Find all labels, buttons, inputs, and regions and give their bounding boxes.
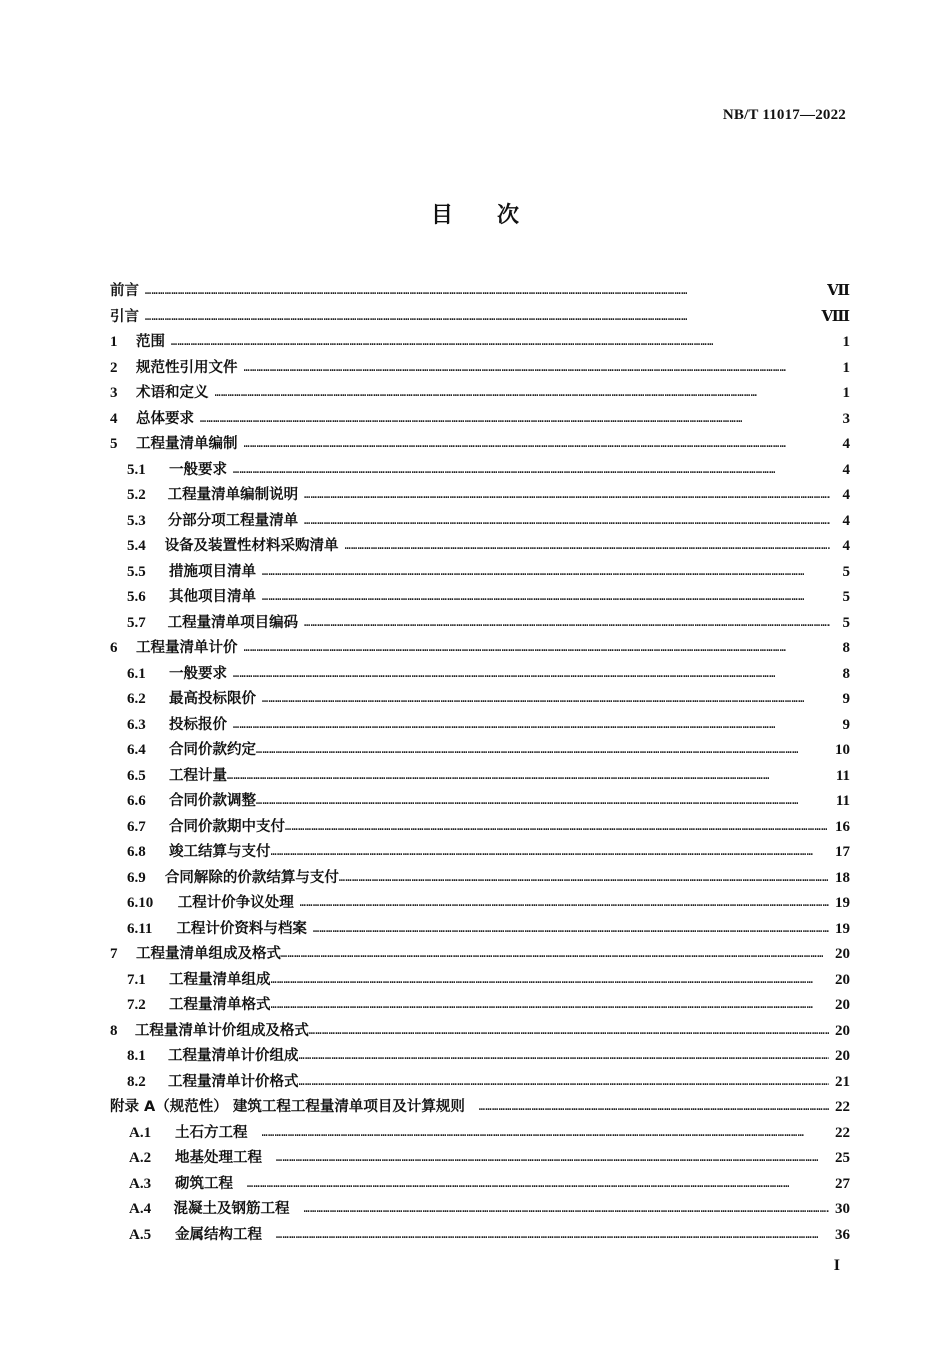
toc-label: 工程计价争议处理 — [177, 895, 294, 911]
toc-page: 4 — [842, 436, 850, 452]
dot-leader — [200, 407, 830, 433]
toc-subentry[interactable] — [110, 534, 850, 560]
page-number: I — [833, 1257, 840, 1274]
dot-leader — [339, 866, 829, 892]
toc-page: 16 — [835, 818, 850, 835]
dot-leader — [304, 483, 830, 509]
toc-page: 18 — [835, 869, 850, 886]
toc-label: 引言 — [110, 308, 139, 325]
toc-entry-introduction[interactable] — [110, 305, 850, 331]
toc-entry-appendix-a[interactable] — [110, 1095, 850, 1121]
toc-subentry[interactable] — [110, 1044, 850, 1070]
toc-page: 4 — [842, 538, 850, 554]
toc-entry-foreword[interactable] — [110, 279, 850, 305]
toc-label: 混凝土及钢筋工程 — [173, 1201, 290, 1217]
toc-label: 其他项目清单 — [169, 589, 256, 605]
toc-subentry[interactable] — [110, 509, 850, 535]
toc-page: Ⅷ — [821, 308, 850, 325]
toc-page: 20 — [835, 997, 850, 1013]
toc-label: 措施项目清单 — [169, 563, 256, 580]
toc-entry[interactable] — [110, 942, 850, 968]
toc-subentry[interactable] — [110, 1070, 850, 1096]
toc-entry[interactable] — [110, 1019, 850, 1045]
toc-page: 4 — [842, 512, 850, 529]
dot-leader — [271, 993, 830, 1019]
toc-number: 3 — [110, 385, 118, 401]
toc-label: 砌筑工程 — [175, 1175, 233, 1192]
toc-label: 工程量清单格式 — [169, 997, 271, 1013]
dot-leader — [215, 381, 831, 407]
toc-subentry[interactable] — [110, 662, 850, 688]
toc-page: 20 — [835, 971, 850, 988]
toc-subentry[interactable] — [110, 789, 850, 815]
toc-page: 9 — [842, 716, 850, 733]
toc-page: 1 — [842, 334, 850, 350]
toc-number: A.1 — [129, 1124, 152, 1141]
page-title — [0, 198, 950, 229]
toc-number: 6.11 — [127, 920, 153, 937]
toc-page: 20 — [835, 946, 850, 962]
toc-subentry[interactable] — [110, 866, 850, 892]
dot-leader — [304, 611, 830, 637]
toc-label: 合同价款约定 — [169, 742, 256, 758]
toc-label: 工程计量 — [169, 767, 227, 784]
toc-subentry[interactable] — [110, 917, 850, 943]
toc-subentry[interactable] — [110, 815, 850, 841]
toc-label: 一般要求 — [169, 665, 227, 682]
toc-label: 总体要求 — [136, 410, 194, 427]
toc-number: 6 — [110, 640, 118, 656]
toc-page: 5 — [842, 614, 850, 631]
toc-number: A.2 — [129, 1150, 152, 1166]
toc-page: 19 — [835, 895, 850, 911]
toc-number: A.3 — [129, 1175, 152, 1192]
dot-leader — [256, 789, 830, 815]
table-of-contents — [110, 279, 850, 1248]
dot-leader — [313, 917, 829, 943]
toc-page: 20 — [835, 1048, 850, 1064]
toc-number: 6.10 — [127, 895, 154, 911]
dot-leader — [256, 738, 829, 764]
dot-leader — [233, 662, 830, 688]
toc-label: 投标报价 — [169, 716, 227, 733]
dot-leader — [262, 1121, 830, 1147]
toc-number: 5 — [110, 436, 118, 452]
toc-subentry[interactable] — [110, 713, 850, 739]
dot-leader — [276, 1146, 829, 1172]
dot-leader — [244, 636, 831, 662]
toc-number: 4 — [110, 410, 118, 427]
toc-subentry[interactable] — [110, 1146, 850, 1172]
toc-page: 8 — [842, 665, 850, 682]
dot-leader — [299, 1070, 829, 1096]
toc-subentry[interactable] — [110, 611, 850, 637]
toc-entry[interactable] — [110, 636, 850, 662]
toc-subentry[interactable] — [110, 458, 850, 484]
toc-label: 分部分项工程量清单 — [167, 512, 299, 529]
toc-number: 8 — [110, 1022, 118, 1039]
dot-leader — [345, 534, 830, 560]
toc-label: 一般要求 — [169, 461, 227, 478]
toc-label: 合同价款期中支付 — [169, 818, 285, 835]
dot-leader — [285, 815, 829, 841]
toc-number: 5.6 — [127, 589, 146, 605]
toc-label: 工程量清单计价组成 — [168, 1048, 299, 1064]
toc-page: 17 — [835, 844, 850, 860]
toc-subentry[interactable] — [110, 840, 850, 866]
dot-leader — [233, 713, 830, 739]
dot-leader — [233, 458, 830, 484]
dot-leader — [244, 356, 831, 382]
toc-subentry[interactable] — [110, 585, 850, 611]
toc-subentry[interactable] — [110, 687, 850, 713]
page-title-char-2: 次 — [497, 203, 520, 228]
toc-page: 8 — [842, 640, 850, 656]
toc-subentry[interactable] — [110, 483, 850, 509]
toc-page: 21 — [835, 1073, 850, 1090]
toc-label: 工程量清单计价组成及格式 — [134, 1022, 309, 1039]
toc-label: 附录 A（规范性） 建筑工程工程量清单项目及计算规则 — [110, 1099, 465, 1115]
toc-subentry[interactable] — [110, 764, 850, 790]
toc-entry[interactable] — [110, 407, 850, 433]
toc-entry[interactable] — [110, 381, 850, 407]
toc-label: 金属结构工程 — [175, 1226, 262, 1243]
toc-subentry[interactable] — [110, 1172, 850, 1198]
toc-label: 工程量清单组成及格式 — [136, 946, 281, 962]
toc-page: 4 — [842, 487, 850, 503]
dot-leader — [276, 1223, 829, 1249]
toc-number: 1 — [110, 334, 118, 350]
toc-page: Ⅶ — [827, 283, 850, 299]
toc-number: 6.5 — [127, 767, 146, 784]
toc-number: 5.7 — [127, 614, 146, 631]
dot-leader — [262, 560, 830, 586]
toc-number: A.4 — [129, 1201, 152, 1217]
toc-label: 前言 — [110, 283, 139, 299]
toc-subentry[interactable] — [110, 993, 850, 1019]
toc-number: 7.2 — [127, 997, 146, 1013]
toc-label: 合同价款调整 — [169, 793, 256, 809]
toc-label: 规范性引用文件 — [136, 359, 238, 376]
toc-number: 7.1 — [127, 971, 146, 988]
toc-page: 19 — [835, 920, 850, 937]
toc-entry[interactable] — [110, 356, 850, 382]
dot-leader — [247, 1172, 829, 1198]
toc-label: 土石方工程 — [175, 1124, 248, 1141]
toc-page: 1 — [842, 385, 850, 401]
toc-entry[interactable] — [110, 432, 850, 458]
standard-code: NB/T 11017—2022 — [722, 107, 846, 123]
toc-page: 25 — [835, 1150, 850, 1166]
toc-label: 工程量清单编制 — [136, 436, 238, 452]
toc-subentry[interactable] — [110, 891, 850, 917]
toc-subentry[interactable] — [110, 1197, 850, 1223]
toc-label: 工程量清单计价格式 — [168, 1073, 299, 1090]
toc-number: 8.2 — [127, 1073, 146, 1090]
toc-page: 22 — [835, 1124, 850, 1141]
toc-page: 5 — [842, 589, 850, 605]
toc-number: 5.5 — [127, 563, 146, 580]
toc-label: 工程计价资料与档案 — [176, 920, 307, 937]
toc-page: 11 — [835, 767, 850, 784]
dot-leader — [479, 1095, 829, 1121]
toc-label: 最高投标限价 — [169, 691, 256, 707]
toc-number: A.5 — [129, 1226, 152, 1243]
toc-label: 竣工结算与支付 — [169, 844, 271, 860]
toc-page: 9 — [842, 691, 850, 707]
dot-leader — [304, 509, 830, 535]
toc-subentry[interactable] — [110, 1121, 850, 1147]
toc-entry[interactable] — [110, 330, 850, 356]
dot-leader — [145, 279, 821, 305]
toc-label: 工程量清单组成 — [169, 971, 271, 988]
toc-number: 5.1 — [127, 461, 146, 478]
dot-leader — [171, 330, 830, 356]
toc-page: 27 — [835, 1175, 850, 1192]
toc-number: 6.7 — [127, 818, 146, 835]
page-title-char-1: 目 — [430, 203, 453, 228]
toc-label: 设备及装置性材料采购清单 — [164, 538, 339, 554]
toc-page: 10 — [835, 742, 850, 758]
toc-number: 5.3 — [127, 512, 146, 529]
toc-label: 范围 — [136, 334, 165, 350]
toc-label: 地基处理工程 — [175, 1150, 262, 1166]
dot-leader — [244, 432, 831, 458]
toc-label: 合同解除的价款结算与支付 — [164, 869, 339, 886]
toc-label: 术语和定义 — [136, 385, 209, 401]
toc-number: 6.4 — [127, 742, 146, 758]
dot-leader — [300, 891, 829, 917]
toc-subentry[interactable] — [110, 738, 850, 764]
toc-number: 6.1 — [127, 665, 146, 682]
toc-number: 6.6 — [127, 793, 146, 809]
dot-leader — [299, 1044, 829, 1070]
toc-number: 5.2 — [127, 487, 146, 503]
toc-page: 3 — [842, 410, 850, 427]
toc-subentry[interactable] — [110, 560, 850, 586]
toc-page: 4 — [842, 461, 850, 478]
toc-number: 8.1 — [127, 1048, 146, 1064]
toc-number: 6.8 — [127, 844, 146, 860]
toc-page: 20 — [835, 1022, 850, 1039]
toc-page: 11 — [835, 793, 850, 809]
toc-label: 工程量清单计价 — [136, 640, 238, 656]
toc-label: 工程量清单编制说明 — [167, 487, 299, 503]
dot-leader — [271, 968, 830, 994]
toc-page: 30 — [835, 1201, 850, 1217]
toc-number: 6.2 — [127, 691, 146, 707]
toc-number: 2 — [110, 359, 118, 376]
dot-leader — [227, 764, 830, 790]
dot-leader — [271, 840, 830, 866]
dot-leader — [262, 585, 830, 611]
toc-page: 5 — [842, 563, 850, 580]
dot-leader — [145, 305, 816, 331]
dot-leader — [304, 1197, 829, 1223]
dot-leader — [309, 1019, 829, 1045]
toc-number: 5.4 — [127, 538, 146, 554]
dot-leader — [281, 942, 829, 968]
toc-page: 1 — [842, 359, 850, 376]
toc-subentry[interactable] — [110, 968, 850, 994]
dot-leader — [262, 687, 830, 713]
toc-number: 6.9 — [127, 869, 146, 886]
toc-page: 22 — [835, 1099, 850, 1115]
toc-label: 工程量清单项目编码 — [167, 614, 299, 631]
toc-number: 6.3 — [127, 716, 146, 733]
toc-number: 7 — [110, 946, 118, 962]
toc-page: 36 — [835, 1226, 850, 1243]
toc-subentry[interactable] — [110, 1223, 850, 1249]
